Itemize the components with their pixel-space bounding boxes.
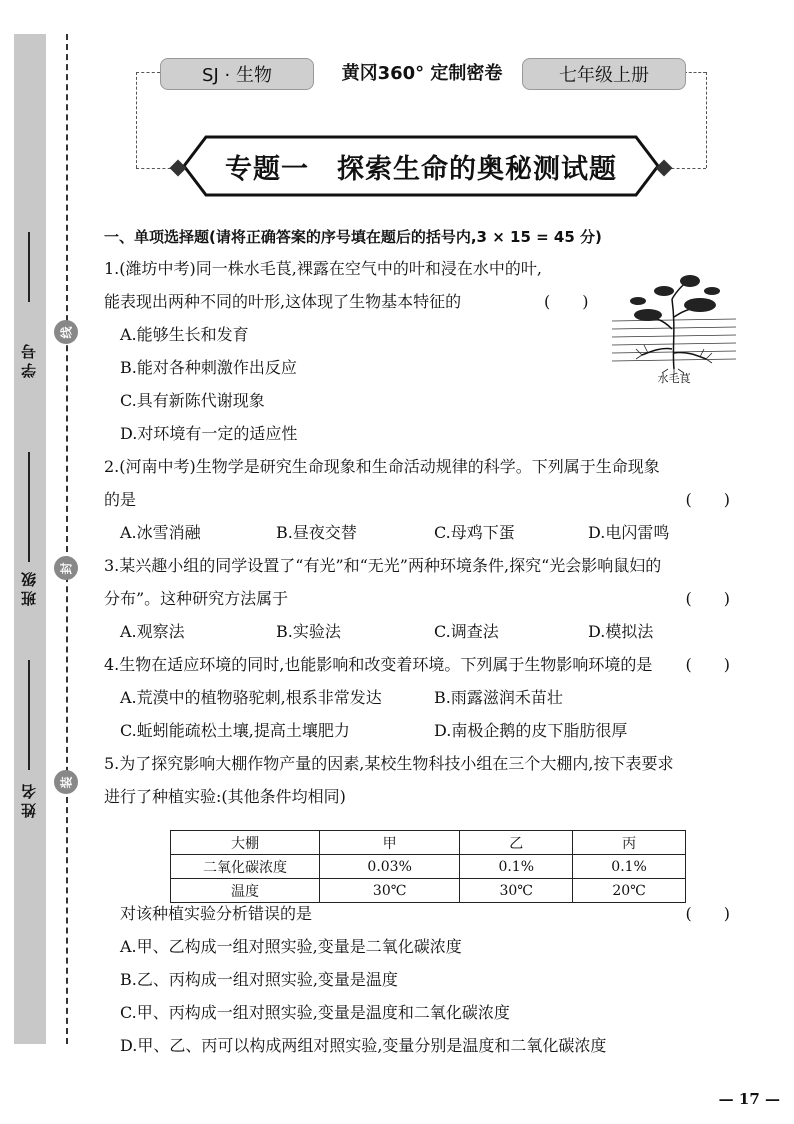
- student-id-label: 学号: [20, 340, 38, 378]
- table-header-cell: 丙: [573, 831, 686, 855]
- q1-answer-paren[interactable]: ( ): [544, 292, 589, 311]
- q3-option-d[interactable]: D.模拟法: [588, 622, 654, 641]
- table-cell: 二氧化碳浓度: [171, 855, 320, 879]
- table-cell: 0.1%: [460, 855, 573, 879]
- student-id-blank: [28, 232, 30, 302]
- q3-option-c[interactable]: C.调查法: [434, 622, 499, 641]
- seal-seal-mark: 封: [54, 556, 78, 580]
- q4-answer-paren[interactable]: ( ): [685, 655, 730, 674]
- series-title: 黄冈360° 定制密卷: [341, 63, 503, 84]
- q4-option-c[interactable]: C.蚯蚓能疏松土壤,提高土壤肥力: [120, 721, 350, 740]
- class-label: 班级: [20, 568, 38, 606]
- q3-options: [104, 615, 744, 648]
- q4-options-row2: [104, 714, 744, 747]
- illustration-caption: 水毛茛: [657, 372, 691, 385]
- q4-options-row1: [104, 681, 744, 714]
- q5-stem-line3: 对该种植实验分析错误的是 ( ): [104, 897, 744, 930]
- q5-option-c[interactable]: C.甲、丙构成一组对照实验,变量是温度和二氧化碳浓度: [120, 1003, 510, 1022]
- q5-answer-paren[interactable]: ( ): [685, 904, 730, 923]
- table-cell: 0.1%: [573, 855, 686, 879]
- q2-stem-line2: 的是 ( ): [104, 483, 744, 516]
- q1-stem-line1: 1.(潍坊中考)同一株水毛茛,裸露在空气中的叶和浸在水中的叶,: [104, 259, 542, 278]
- table-row: [171, 855, 686, 879]
- table-cell: 0.03%: [320, 855, 460, 879]
- table-header-cell: 大棚: [171, 831, 320, 855]
- table-cell: 温度: [171, 879, 320, 903]
- q2-option-d[interactable]: D.电闪雷鸣: [588, 523, 670, 542]
- water-buttercup-illustration: [608, 262, 740, 384]
- table-header-cell: 乙: [460, 831, 573, 855]
- class-blank: [28, 452, 30, 562]
- table-header-row: [171, 831, 686, 855]
- seal-line-mark: 线: [54, 320, 78, 344]
- q4-stem-line1: 4.生物在适应环境的同时,也能影响和改变着环境。下列属于生物影响环境的是 ( ): [104, 648, 744, 681]
- header-bracket-left: [136, 72, 137, 168]
- q4-option-b[interactable]: B.雨露滋润禾苗壮: [434, 688, 563, 707]
- name-label: 姓名: [20, 780, 38, 818]
- q5-option-a[interactable]: A.甲、乙构成一组对照实验,变量是二氧化碳浓度: [120, 937, 462, 956]
- q1-option-b[interactable]: B.能对各种刺激作出反应: [120, 358, 297, 377]
- q2-options: [104, 516, 744, 549]
- table-cell: 30℃: [460, 879, 573, 903]
- name-blank: [28, 660, 30, 770]
- q1-option-d[interactable]: D.对环境有一定的适应性: [120, 424, 298, 443]
- q2-answer-paren[interactable]: ( ): [685, 490, 730, 509]
- q1-option-a[interactable]: A.能够生长和发育: [120, 325, 249, 344]
- q5-stem-line2: 进行了种植实验:(其他条件均相同): [104, 787, 346, 806]
- q3-stem-line2: 分布”。这种研究方法属于 ( ): [104, 582, 744, 615]
- page-number: — 17 —: [718, 1090, 780, 1108]
- header-bracket-top-right: [684, 72, 706, 73]
- q4-option-d[interactable]: D.南极企鹅的皮下脂肪很厚: [434, 721, 628, 740]
- q5-data-table: [170, 830, 686, 903]
- seal-bind-mark: 装: [54, 770, 78, 794]
- q1-option-c[interactable]: C.具有新陈代谢现象: [120, 391, 265, 410]
- table-row: [171, 879, 686, 903]
- header-bracket-top-left: [136, 72, 160, 73]
- subject-pill: SJ · 生物: [160, 58, 314, 90]
- q3-option-b[interactable]: B.实验法: [276, 622, 341, 641]
- q3-stem-line1: 3.某兴趣小组的同学设置了“有光”和“无光”两种环境条件,探究“光会影响鼠妇的: [104, 556, 662, 575]
- q5-option-d[interactable]: D.甲、乙、丙可以构成两组对照实验,变量分别是温度和二氧化碳浓度: [120, 1036, 607, 1055]
- binding-strip: [14, 34, 46, 1044]
- q5-stem-line1: 5.为了探究影响大棚作物产量的因素,某校生物科技小组在三个大棚内,按下表要求: [104, 754, 674, 773]
- grade-pill: 七年级上册: [522, 58, 686, 90]
- q2-option-b[interactable]: B.昼夜交替: [276, 523, 357, 542]
- q4-option-a[interactable]: A.荒漠中的植物骆驼刺,根系非常发达: [120, 688, 382, 707]
- table-cell: 20℃: [573, 879, 686, 903]
- q5-option-b[interactable]: B.乙、丙构成一组对照实验,变量是温度: [120, 970, 398, 989]
- q1-stem-line2: 能表现出两种不同的叶形,这体现了生物基本特征的 ( ): [104, 285, 744, 318]
- section-title: 一、单项选择题(请将正确答案的序号填在题后的括号内,3 × 15 = 45 分): [104, 228, 602, 246]
- binding-dashed-line: [66, 34, 68, 1044]
- q2-option-a[interactable]: A.冰雪消融: [120, 523, 201, 542]
- table-cell: 30℃: [320, 879, 460, 903]
- table-header-cell: 甲: [320, 831, 460, 855]
- page-title: 专题一 探索生命的奥秘测试题: [225, 153, 617, 185]
- q2-option-c[interactable]: C.母鸡下蛋: [434, 523, 515, 542]
- header-bracket-right: [706, 72, 707, 168]
- q2-stem-line1: 2.(河南中考)生物学是研究生命现象和生命活动规律的科学。下列属于生命现象: [104, 457, 660, 476]
- q3-option-a[interactable]: A.观察法: [120, 622, 185, 641]
- q3-answer-paren[interactable]: ( ): [685, 589, 730, 608]
